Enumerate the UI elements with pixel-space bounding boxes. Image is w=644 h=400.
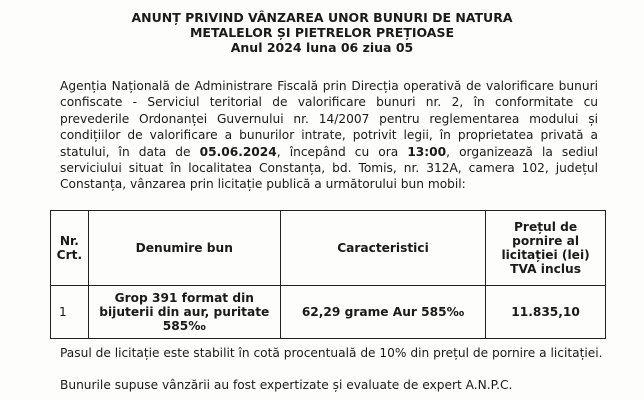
intro-text-1: Agenția Națională de Administrare Fiscală prin Direcția operativă de valorificare bunuri confiscate - Serviciul teritorial de valorificare bunuri nr. 2, în conformitate cu prevederile Ordonanței Guvernului nr. 14/2007 pentru reglementarea modului și condițiilor de valorificare a bunurilor intrate, potrivit legii, în proprietatea privată a statului, în data de	[60, 79, 598, 159]
title-line-1: ANUNȚ PRIVIND VÂNZAREA UNOR BUNURI DE NATURA	[131, 10, 513, 25]
header-nr: Nr. Crt.	[51, 211, 89, 286]
table-header-row	[51, 211, 606, 286]
table-row	[51, 286, 606, 339]
appraisal-note: Bunurile supuse vânzării au fost expertizate și evaluate de expert A.N.P.C.	[60, 378, 513, 392]
header-denumire: Denumire bun	[88, 211, 280, 286]
cell-denumire: Grop 391 format din bijuterii din aur, puritate 585‰	[88, 286, 280, 339]
intro-paragraph	[60, 78, 598, 193]
document-title	[0, 0, 644, 55]
header-caracteristici: Caracteristici	[280, 211, 485, 286]
auction-date: 05.06.2024	[199, 144, 277, 159]
title-date-line: Anul 2024 luna 06 ziua 05	[230, 40, 414, 55]
title-line-2: METALELOR ȘI PIETRELOR PREȚIOASE	[189, 25, 454, 40]
cell-nr: 1	[51, 286, 89, 339]
intro-text-3: , organizează la sediul serviciului situat în localitatea Constanța, bd. Tomis, nr. 312A, camera 102, județul Constanța, vânzarea prin licitație publică a următorului bun mobil:	[60, 144, 599, 192]
cell-pret: 11.835,10	[486, 286, 606, 339]
cell-caracteristici: 62,29 grame Aur 585‰	[280, 286, 485, 339]
lot-table	[50, 210, 606, 339]
intro-text-2: , începând cu ora	[276, 144, 408, 159]
bid-step-note: Pasul de licitație este stabilit în cotă procentuală de 10% din prețul de pornire a licitației.	[60, 346, 603, 360]
header-pret: Prețul de pornire al licitației (lei) TVA inclus	[486, 211, 606, 286]
auction-time: 13:00	[407, 144, 447, 159]
